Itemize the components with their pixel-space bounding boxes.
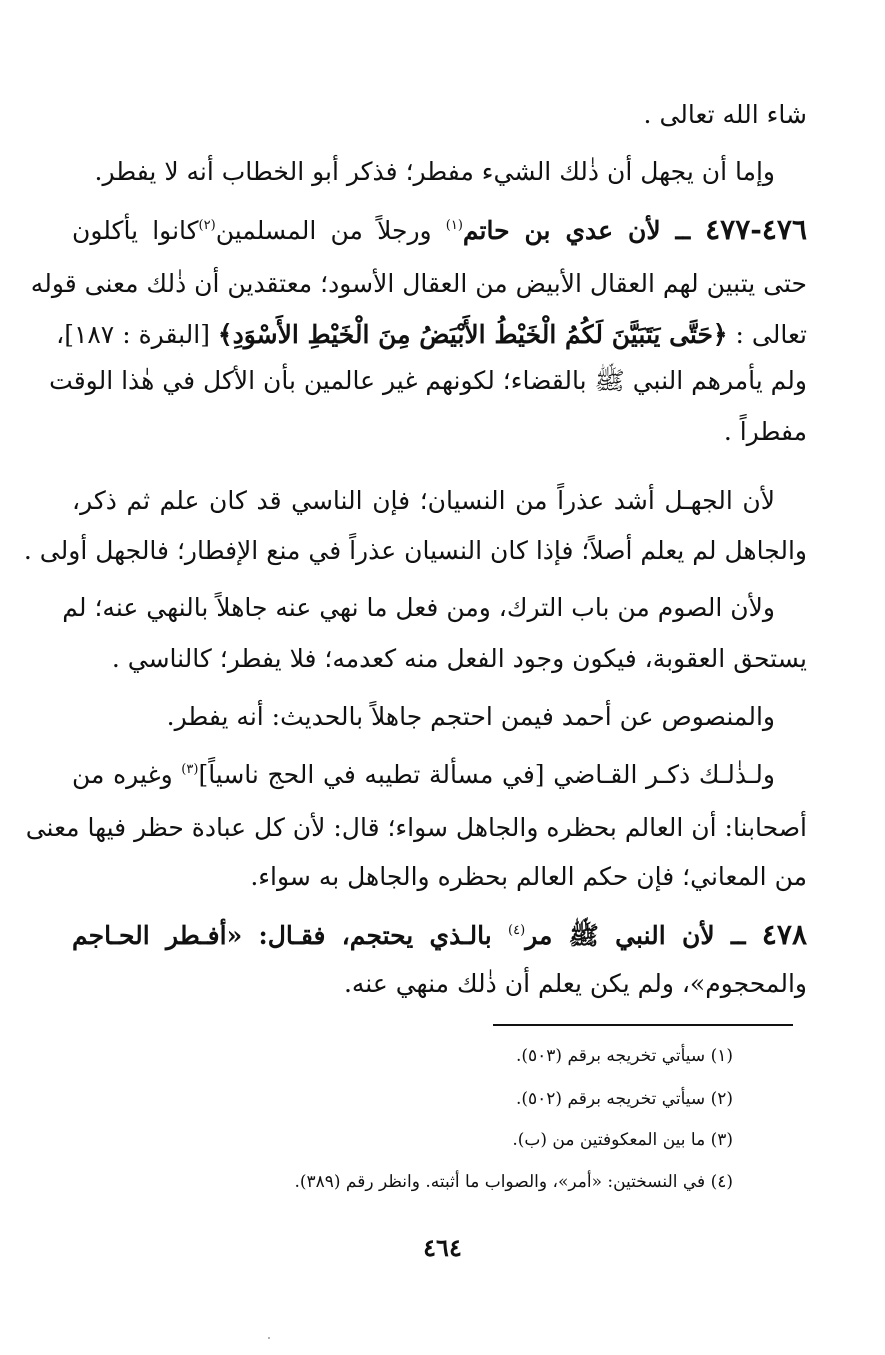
line-text: ــ لأن عدي بن حاتم <box>462 216 706 245</box>
verse-citation: [البقرة : ١٨٧]، <box>56 320 218 349</box>
text-line-4 <box>30 267 807 301</box>
line-text: أصحابنا: أن العالم بحظره والجاهل سواء؛ قال: لأن كل عبادة حظر فيها معنى <box>25 813 807 842</box>
text-line-15 <box>72 860 807 894</box>
footnote-4: (٤) في النسختين: «أمر»، والصواب ما أثبته. وانظر رقم (٣٨٩). <box>294 1172 733 1192</box>
footnote-ref: (١) <box>445 218 463 233</box>
line-text: ــ لأن النبي ﷺ مر <box>525 921 762 950</box>
text-line-2 <box>72 155 775 189</box>
line-text: ولأن الصوم من باب الترك، ومن فعل ما نهي عنه جاهلاً بالنهي عنه؛ لم <box>62 593 775 622</box>
footnote-ref: (٢) <box>198 218 216 233</box>
footnote-ref: (٤) <box>508 923 526 938</box>
line-text: حتى يتبين لهم العقال الأبيض من العقال الأسود؛ معتقدين أن ذٰلك معنى قوله <box>30 269 807 298</box>
text-line-6 <box>49 364 807 398</box>
quran-verse: ﴿حَتَّى يَتَبَيَّنَ لَكُمُ الْخَيْطُ الأَبْيَضُ مِنَ الْخَيْطِ الأَسْوَدِ﴾ <box>217 320 728 349</box>
line-text: ولـذٰلـك ذكـر القـاضي [في مسألة تطيبه في الحج ناسياً] <box>198 760 775 789</box>
line-text: من المعاني؛ فإن حكم العالم بحظره والجاهل به سواء. <box>250 862 807 891</box>
scan-speck <box>268 1337 270 1339</box>
quran-verse-line <box>56 318 807 352</box>
line-text: ولم يأمرهم النبي ﷺ بالقضاء؛ لكونهم غير عالمين بأن الأكل في هٰذا الوقت <box>49 366 807 395</box>
text-line-10 <box>62 591 775 625</box>
line-text: مفطراً . <box>723 417 807 446</box>
page-number: ٤٦٤ <box>423 1233 462 1262</box>
line-text: كانوا يأكلون <box>72 216 199 245</box>
text-line-1 <box>72 98 807 132</box>
footnote-ref: (٣) <box>181 762 199 777</box>
footnote-1: (١) سيأتي تخريجه برقم (٥٠٣). <box>515 1046 733 1066</box>
text-line-8 <box>72 484 775 518</box>
text-line-17 <box>72 967 807 1001</box>
hadith-number: ٤٧٦-٤٧٧ <box>705 213 807 246</box>
line-text: بالـذي يحتجم، فقـال: «أفـطر الحـاجم <box>72 921 509 950</box>
text-line-14 <box>25 811 807 845</box>
line-text: وغيره من <box>72 760 182 789</box>
text-line-12 <box>72 700 775 734</box>
line-text: وإما أن يجهل أن ذٰلك الشيء مفطر؛ فذكر أبو الخطاب أنه لا يفطر. <box>94 157 775 186</box>
text-line-13 <box>72 758 775 792</box>
footnote-divider <box>493 1024 793 1026</box>
line-text: والمحجوم»، ولم يكن يعلم أن ذٰلك منهي عنه. <box>343 969 807 998</box>
text-line-11 <box>72 642 807 676</box>
line-text: لأن الجهـل أشد عذراً من النسيان؛ فإن الناسي قد كان علم ثم ذكر، <box>72 486 775 515</box>
text-line-7 <box>72 415 807 449</box>
footnote-2: (٢) سيأتي تخريجه برقم (٥٠٢). <box>515 1089 733 1109</box>
line-text: تعالى : <box>727 320 807 349</box>
footnote-3: (٣) ما بين المعكوفتين من (ب). <box>512 1130 733 1150</box>
hadith-number: ٤٧٨ <box>761 918 807 951</box>
line-text: ورجلاً من المسلمين <box>215 216 446 245</box>
hadith-476-477-line <box>72 213 807 248</box>
text-line-9 <box>23 534 807 568</box>
line-text: والجاهل لم يعلم أصلاً؛ فإذا كان النسيان عذراً في منع الإفطار؛ فالجهل أولى . <box>23 536 807 565</box>
line-text: شاء الله تعالى . <box>643 100 807 129</box>
hadith-478-line <box>72 918 807 953</box>
line-text: يستحق العقوبة، فيكون وجود الفعل منه كعدمه؛ فلا يفطر؛ كالناسي . <box>111 644 807 673</box>
line-text: والمنصوص عن أحمد فيمن احتجم جاهلاً بالحديث: أنه يفطر. <box>166 702 775 731</box>
